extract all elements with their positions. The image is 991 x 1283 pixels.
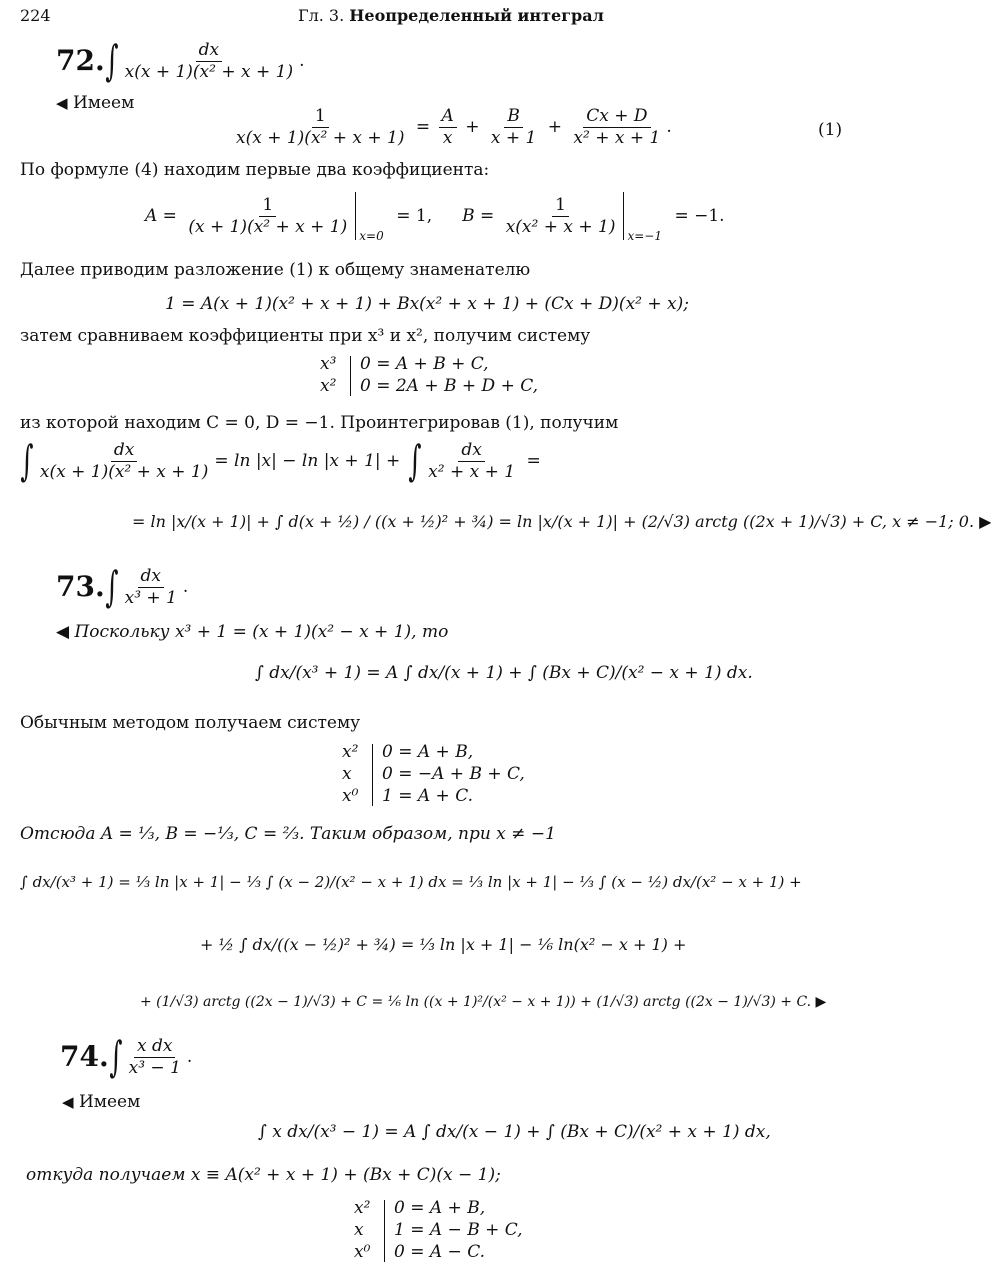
equation-label: (1) [818,120,843,140]
system-bar [350,356,351,396]
problem-73-statement: 73. ∫ $\frac{dx}{\text{x³ + 1}}$ . [56,562,189,611]
numerator: B [504,108,523,128]
numerator: 1 [312,108,329,128]
fraction [439,108,457,147]
running-head [298,8,604,24]
problem-number: 74. [60,1040,109,1073]
system-label: x² [354,1198,371,1218]
integral-sign: ∫ [109,1032,123,1081]
system-equation: 1 = A + C. [382,786,474,806]
system-label: x³ [320,354,337,374]
denominator: x² + x + 1 [428,461,516,482]
chapter-title: Неопределенный интеграл [349,6,604,25]
integral-result-line2: + ½ ∫ dx/((x − ½)² + ¾) = ⅓ ln |x + 1| − ⅙ ln(x² − x + 1) + [200,935,687,954]
denominator: x(x + 1)(x² + x + 1) [39,461,209,482]
system-bar [384,1200,385,1262]
numerator: dx [458,442,484,462]
value: = 1, [396,205,433,226]
problem-72-statement: 72. ∫ $\frac{dx}{\text{x(x + 1)(x² + x + 1)}}$ . [56,36,305,85]
numerator: dx [196,42,222,62]
fraction [503,194,619,237]
denominator: x³ + 1 [124,587,177,608]
page-number: 224 [20,6,51,25]
fraction [488,108,539,147]
result-expression: = ln |x| − ln |x + 1| + [214,450,401,471]
integral-result-line1: ∫ dx/(x³ + 1) = ⅓ ln |x + 1| − ⅓ ∫ (x − 2)/(x² − x + 1) dx = ⅓ ln |x + 1| − ⅓ ∫ (x − ½) dx/(x² − x + 1) + [20,873,802,891]
system-label: x⁰ [342,786,359,806]
fraction [570,108,663,147]
equation: ∫ x dx/(x³ − 1) = A ∫ dx/(x − 1) + ∫ (Bx + C)/(x² + x + 1) dx, [258,1122,771,1142]
denominator: x(x² + x + 1) [505,216,616,237]
system-equation: 1 = A − B + C, [394,1220,523,1240]
paragraph: Отсюда A = ⅓, B = −⅓, C = ⅔. Таким образом, при x ≠ −1 [20,824,556,844]
coefficients-line: A = $\frac{1}{\text{(x + 1)(x² + x + 1)}}$ x=0 = 1, B = $\frac{1}{\text{x(x² + x + 1)}}$ x=−1 = −1. [145,192,725,240]
paragraph: откуда получаем x ≡ A(x² + x + 1) + (Bx + C)(x − 1); [26,1165,501,1185]
intro-text: Имеем [78,1092,141,1112]
system-label: x² [320,376,337,396]
intro-text: Имеем [72,93,135,113]
system-equation: 0 = A + B, [394,1198,486,1218]
intro-line [56,95,134,112]
chapter-label: Гл. 3. [298,6,345,25]
system-label: x [354,1220,364,1240]
system-label: x² [342,742,359,762]
denominator: x + 1 [490,128,537,148]
system-equation: 0 = A + B + C, [360,354,489,374]
numerator: dx [138,568,164,588]
paragraph: из которой находим C = 0, D = −1. Проинтегрировав (1), получим [20,413,619,433]
paragraph: Обычным методом получаем систему [20,713,361,733]
integral-result-line2: = ln |x/(x + 1)| + ∫ d(x + ½) / ((x + ½)² + ¾) = ln |x/(x + 1)| + (2/√3) arctg ((2x + 1)/√3) + C, x ≠ −1; 0. ▶ [132,512,991,531]
fraction [233,108,407,147]
paragraph: затем сравниваем коэффициенты при x³ и x², получим систему [20,326,591,346]
fraction [185,194,350,237]
problem-74-statement: 74. ∫ $\frac{\text{x dx}}{\text{x³ − 1}}$ . [60,1032,193,1081]
numerator: 1 [259,197,276,217]
problem-number: 73. [56,570,105,603]
intro-line: ◀ Поскольку x³ + 1 = (x + 1)(x² − x + 1), то [56,622,449,642]
denominator: x(x + 1)(x² + x + 1) [124,61,294,82]
system-bar [372,744,373,806]
denominator: x² + x + 1 [573,128,661,148]
numerator: dx [111,442,137,462]
fraction [122,565,180,608]
system-label: x⁰ [354,1242,371,1262]
system-equation: 0 = A − C. [394,1242,486,1262]
system-label: x [342,764,352,784]
fraction [122,39,296,82]
denominator: x³ − 1 [128,1057,181,1078]
denominator: x [442,128,453,148]
integral-sign: ∫ [408,436,422,485]
equation-1: $\frac{1}{\text{x(x + 1)(x² + x + 1)}}$ = $\frac{A}{x}$ + $\frac{B}{x + 1}$ + $\frac{Cx + D}{\text{x² + x + 1}}$ . [230,108,672,147]
numerator: x dx [134,1038,175,1058]
equation-common-denominator: 1 = A(x + 1)(x² + x + 1) + Bx(x² + x + 1) + (Cx + D)(x² + x); [165,294,689,314]
paragraph: По формуле (4) находим первые два коэффициента: [20,160,490,180]
numerator: A [439,108,457,128]
paragraph: Далее приводим разложение (1) к общему знаменателю [20,260,531,280]
numerator: 1 [552,197,569,217]
integral-sign: ∫ [105,562,119,611]
integral-result-line3: + (1/√3) arctg ((2x − 1)/√3) + C = ⅙ ln ((x + 1)²/(x² − x + 1)) + (1/√3) arctg ((2x − 1)/√3) + C. ▶ [140,994,827,1010]
problem-number: 72. [56,44,105,77]
fraction [37,439,211,482]
integral-sign: ∫ [20,436,34,485]
integral-result-line1: ∫ $\frac{dx}{\text{x(x + 1)(x² + x + 1)}}$ = ln |x| − ln |x + 1| + ∫ $\frac{dx}{\text{x² + x + 1}}$ = [20,436,541,485]
fraction [126,1035,184,1078]
evaluation-subscript: x=0 [359,229,384,243]
left-triangle-icon: ◀ [56,94,68,112]
equation: ∫ dx/(x³ + 1) = A ∫ dx/(x + 1) + ∫ (Bx + C)/(x² − x + 1) dx. [255,663,753,683]
left-triangle-icon: ◀ [62,1093,74,1111]
numerator: Cx + D [583,108,650,128]
system-equation: 0 = 2A + B + D + C, [360,376,539,396]
system-equation: 0 = A + B, [382,742,474,762]
denominator: (x + 1)(x² + x + 1) [188,216,348,237]
value: = −1. [674,205,725,226]
intro-line [62,1094,140,1111]
denominator: x(x + 1)(x² + x + 1) [236,128,405,148]
evaluation-subscript: x=−1 [627,229,662,243]
system-equation: 0 = −A + B + C, [382,764,525,784]
fraction [425,439,518,482]
integral-sign: ∫ [105,36,119,85]
